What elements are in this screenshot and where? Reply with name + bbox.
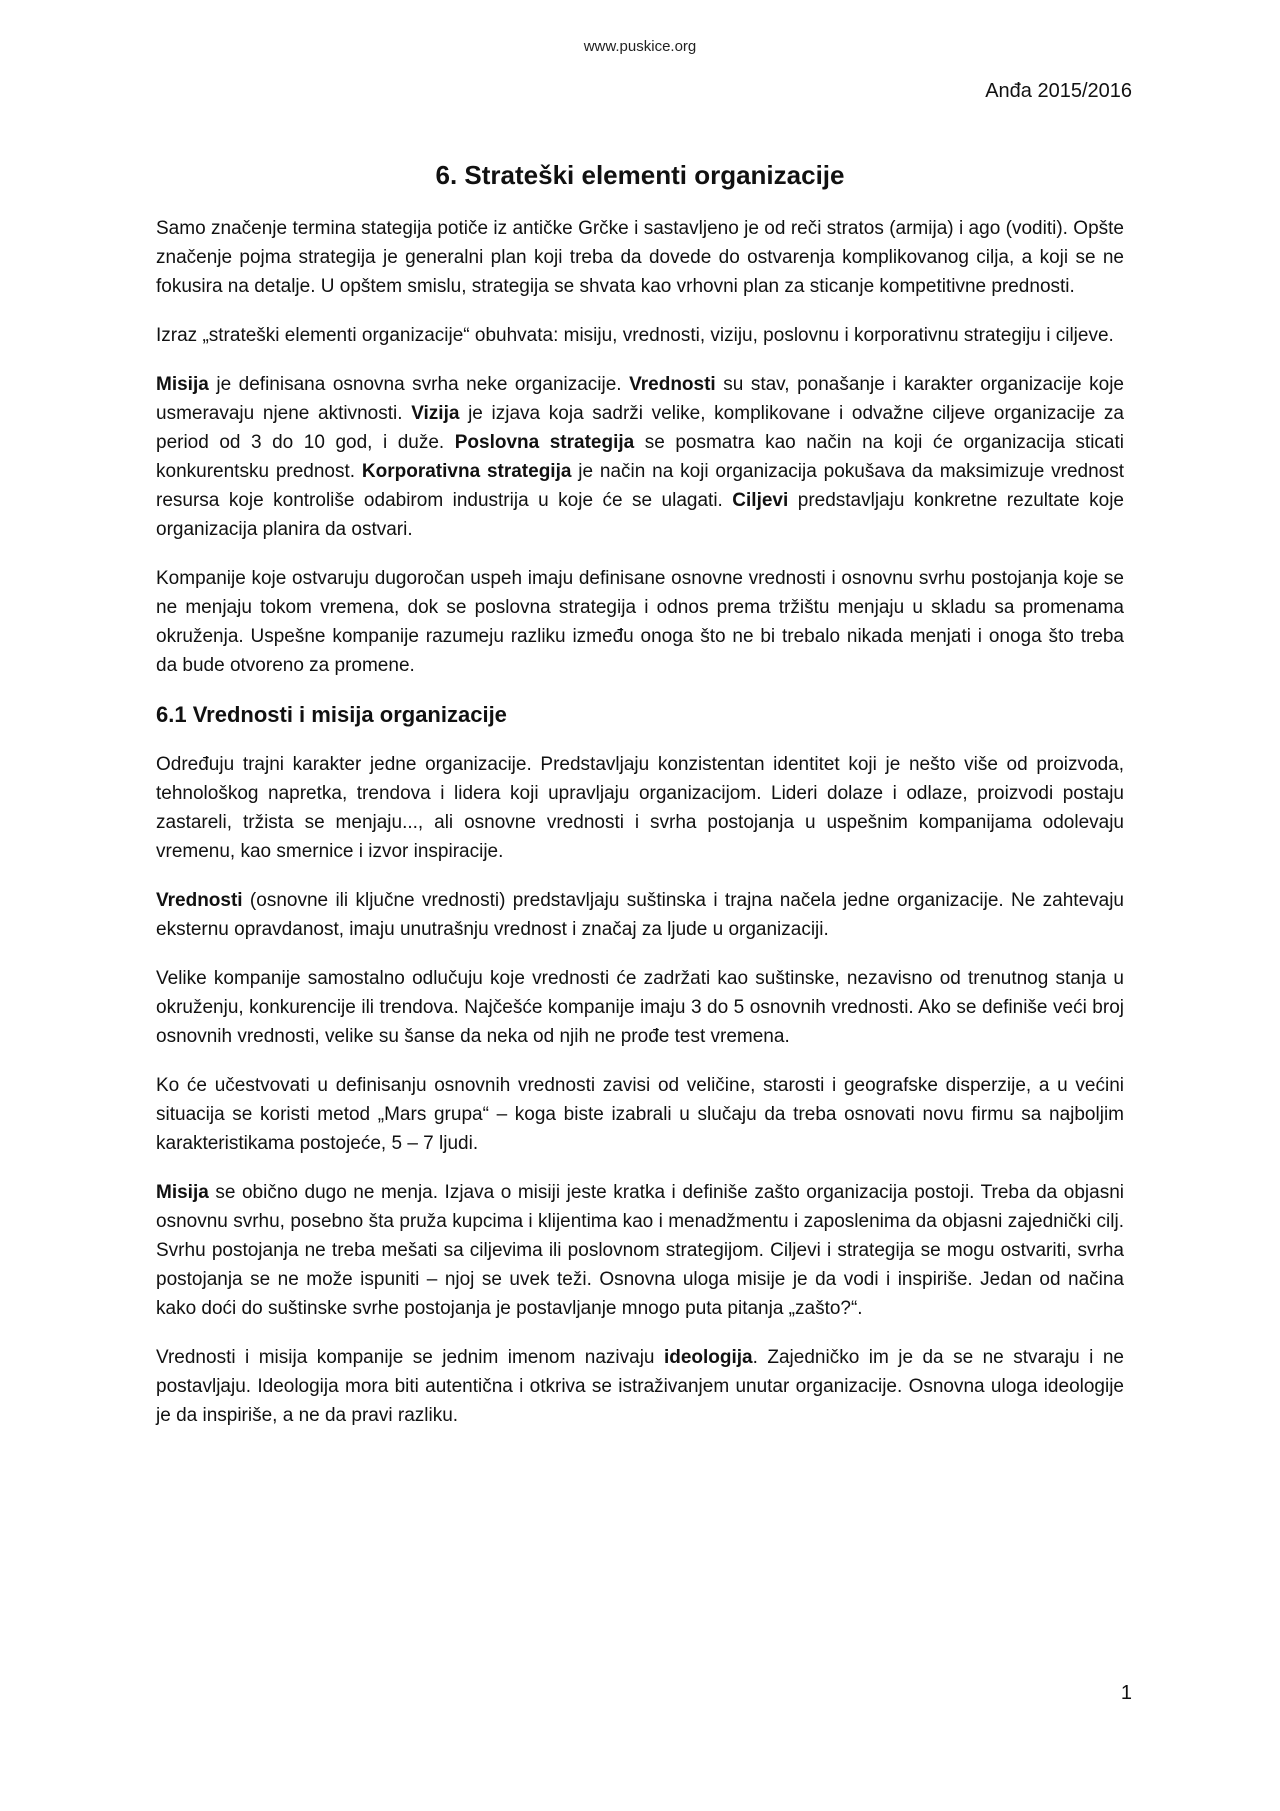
paragraph-mission: Misija se obično dugo ne menja. Izjava o misiji jeste kratka i definiše zašto organizacija postoji. Treba da objasni osnovnu svrhu, posebno šta pruža kupcima i klijentima kao i menadžmentu i zaposlenima da objasni zajednički cilj. Svrhu postojanja ne treba mešati sa ciljevima ili poslovnom strategijom. Ciljevi i strategija se mogu ostvariti, svrha postojanja se ne može ispuniti – njoj se uvek teži. Osnovna uloga misije je da vodi i inspiriše. Jedan od načina kako doći do suštinske svrhe postojanja je postavljanje mnogo puta pitanja „zašto?“. xyxy=(156,1182,1124,1319)
term-vrednosti: Vrednosti xyxy=(629,374,716,395)
section-title-values-mission: 6.1 Vrednosti i misija organizacije xyxy=(156,702,507,727)
term-vizija: Vizija xyxy=(411,403,460,424)
term-ciljevi: Ciljevi xyxy=(732,490,789,511)
paragraph-strategic-elements: Izraz „strateški elementi organizacije“ obuhvata: misiju, vrednosti, viziju, poslovnu i korporativnu strategiju i ciljeve. xyxy=(156,325,1114,346)
paragraph-lasting-character: Određuju trajni karakter jedne organizacije. Predstavljaju konzistentan identitet koji je nešto više od proizvoda, tehnološkog napretka, trendova i lidera koji upravljaju organizacijom. Lideri dolaze i odlaze, proizvodi postaju zastareli, tržista se menjaju..., ali osnovne vrednosti i svrha postojanja u uspešnim kompanijama odolevaju vremenu, kao smernice i izvor inspiracije. xyxy=(156,754,1124,862)
page-number: 1 xyxy=(1120,1682,1132,1704)
paragraph-mars-group: Ko će učestvovati u definisanju osnovnih vrednosti zavisi od veličine, starosti i geografske disperzije, a u većini situacija se koristi metod „Mars grupa“ – koga biste izabrali u slučaju da treba osnovati novu firmu sa najboljim karakteristikama postojeće, 5 – 7 ljudi. xyxy=(156,1075,1124,1154)
site-url-header: www.puskice.org xyxy=(583,38,697,55)
paragraph-ideology: Vrednosti i misija kompanije se jednim imenom nazivaju ideologija. Zajedničko im je da se ne stvaraju i ne postavljaju. Ideologija mora biti autentična i otkriva se istraživanjem unutar organizacije. Osnovna uloga ideologije je da inspiriše, a ne da pravi razliku. xyxy=(156,1347,1124,1426)
paragraph-choosing-values: Velike kompanije samostalno odlučuju koje vrednosti će zadržati kao suštinske, nezavisno od trenutnog stanja u okruženju, konkurencije ili trendova. Najčešće kompanije imaju 3 do 5 osnovnih vrednosti. Ako se definiše veći broj osnovnih vrednosti, velike su šanse da neka od njih ne prođe test vremena. xyxy=(156,968,1124,1047)
term-vrednosti-core: Vrednosti xyxy=(156,890,243,911)
paragraph-core-values: Vrednosti (osnovne ili ključne vrednosti) predstavljaju suštinska i trajna načela jedne organizacije. Ne zahtevaju eksternu opravdanost, imaju unutrašnju vrednost i značaj za ljude u organizaciji. xyxy=(156,890,1124,940)
term-misija-mission: Misija xyxy=(156,1182,209,1203)
chapter-title: 6. Strateški elementi organizacije xyxy=(435,160,845,190)
paragraph-strategy-definition: Samo značenje termina stategija potiče iz antičke Grčke i sastavljeno je od reči stratos (armija) i ago (voditi). Opšte značenje pojma strategija je generalni plan koji treba da dovede do ostvarenja komplikovanog cilja, a koji se ne fokusira na detalje. U opštem smislu, strategija se shvata kao vrhovni plan za sticanje kompetitivne prednosti. xyxy=(156,218,1124,297)
term-korporativna-strategija: Korporativna strategija xyxy=(361,461,572,482)
document-body xyxy=(156,158,1124,1450)
term-poslovna-strategija: Poslovna strategija xyxy=(454,432,635,453)
author-year: Anđa 2015/2016 xyxy=(985,80,1132,102)
paragraph-long-term-success: Kompanije koje ostvaruju dugoročan uspeh imaju definisane osnovne vrednosti i osnovnu svrhu postojanja koje se ne menjaju tokom vremena, dok se poslovna strategija i odnos prema tržištu menjaju u skladu sa promenama okruženja. Uspešne kompanije razumeju razliku između onoga što ne bi trebalo nikada menjati i onoga što treba da bude otvoreno za promene. xyxy=(156,568,1124,676)
term-ideologija: ideologija xyxy=(663,1347,753,1368)
term-misija: Misija xyxy=(156,374,209,395)
paragraph-element-definitions: Misija je definisana osnovna svrha neke organizacije. Vrednosti su stav, ponašanje i karakter organizacije koje usmeravaju njene aktivnosti. Vizija je izjava koja sadrži velike, komplikovane i odvažne ciljeve organizacije za period od 3 do 10 god, i duže. Poslovna strategija se posmatra kao način na koji će organizacija sticati konkurentsku prednost. Korporativna strategija je način na koji organizacija pokušava da maksimizuje vrednost resursa koje kontroliše odabirom industrija u koje će se ulagati. Ciljevi predstavljaju konkretne rezultate koje organizacija planira da ostvari. xyxy=(156,374,1125,540)
